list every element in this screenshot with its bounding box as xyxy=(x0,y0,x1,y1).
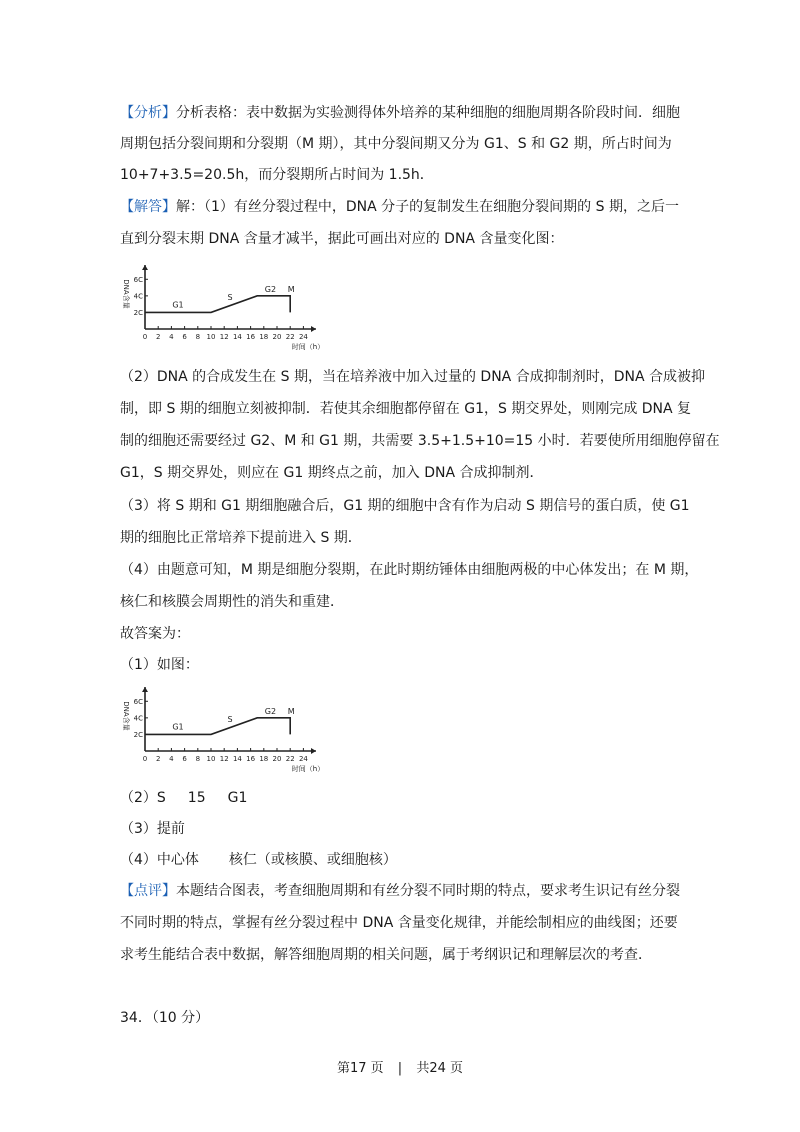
footer-current-page: 第17 页 xyxy=(336,1061,384,1076)
comment-line-2: 不同时期的特点，掌握有丝分裂过程中 DNA 含量变化规律，并能绘制相应的曲线图；还要 xyxy=(120,915,678,931)
answer-line-2: 直到分裂末期 DNA 含量才减半，据此可画出对应的 DNA 含量变化图： xyxy=(120,231,564,247)
x-tick-label: 6 xyxy=(182,333,187,341)
phase-label-m: M xyxy=(287,284,295,294)
y-axis-arrow xyxy=(142,265,148,270)
final-intro: 故答案为： xyxy=(120,626,190,642)
x-axis-arrow xyxy=(311,748,316,754)
x-tick-label: 2 xyxy=(155,333,161,341)
x-tick-label: 14 xyxy=(232,333,242,341)
x-tick-label: 16 xyxy=(246,755,256,763)
x-axis-label: 时间（h） xyxy=(291,765,325,773)
x-tick-label: 12 xyxy=(219,755,229,763)
x-tick-label: 0 xyxy=(142,755,148,763)
dna-chart-2 xyxy=(118,686,333,774)
comment-text-1: 本题结合图表，考查细胞周期和有丝分裂不同时期的特点，要求考生识记有丝分裂 xyxy=(176,883,680,899)
footer-total-pages: 共24 页 xyxy=(416,1061,464,1076)
p2-line-3: 制的细胞还需要经过 G2、M 和 G1 期，共需要 3.5+1.5+10=15 小时．若要使所用细胞停留在 xyxy=(120,433,720,449)
phase-label-s: S xyxy=(227,715,233,725)
x-tick-label: 24 xyxy=(298,333,308,341)
final-answer-2-hours: 15 xyxy=(187,790,206,806)
final-answer-1: （1）如图： xyxy=(120,657,199,673)
footer-separator: | xyxy=(397,1061,403,1076)
x-tick-label: 0 xyxy=(142,333,148,341)
y-axis-label: DNA含量 xyxy=(122,701,130,731)
analysis-line-3: 10+7+3.5=20.5h，而分裂期所占时间为 1.5h． xyxy=(120,167,434,183)
y-tick-label: 6C xyxy=(133,275,143,284)
answer-line-1 xyxy=(120,198,679,216)
final-answer-4-prefix: （4）中心体 xyxy=(120,852,199,868)
x-axis-label: 时间（h） xyxy=(291,343,325,351)
p4-line-2: 核仁和核膜会周期性的消失和重建． xyxy=(120,594,344,610)
x-tick-label: 10 xyxy=(206,755,216,763)
final-answer-3: （3）提前 xyxy=(120,821,185,837)
p2-line-4: G1，S 期交界处，则应在 G1 期终点之前，加入 DNA 合成抑制剂． xyxy=(120,465,544,481)
y-axis-label: DNA含量 xyxy=(122,279,130,309)
page-footer xyxy=(0,1057,800,1076)
x-tick-label: 24 xyxy=(298,755,308,763)
p3-line-1: （3）将 S 期和 G1 期细胞融合后，G1 期的细胞中含有作为启动 S 期信号的蛋白质，使 G1 xyxy=(120,498,690,514)
phase-label-m: M xyxy=(287,706,295,716)
x-tick-label: 4 xyxy=(169,333,174,341)
final-answer-4 xyxy=(120,851,397,869)
final-answer-2-phase: G1 xyxy=(227,790,248,806)
x-tick-label: 20 xyxy=(272,333,282,341)
x-tick-label: 12 xyxy=(219,333,229,341)
x-tick-label: 6 xyxy=(182,755,187,763)
analysis-line-2: 周期包括分裂间期和分裂期（M 期），其中分裂间期又分为 G1、S 和 G2 期，所占时间为 xyxy=(120,136,672,152)
phase-label-g1: G1 xyxy=(172,300,184,310)
phase-label-s: S xyxy=(227,293,233,303)
dna-content-line xyxy=(145,718,290,735)
comment-tag: 【点评】 xyxy=(120,883,176,899)
y-tick-label: 4C xyxy=(133,714,143,723)
p2-line-2: 制，即 S 期的细胞立刻被抑制．若使其余细胞都停留在 G1，S 期交界处，则刚完成 DNA 复 xyxy=(120,401,692,417)
analysis-text-1: 分析表格：表中数据为实验测得体外培养的某种细胞的细胞周期各阶段时间．细胞 xyxy=(176,105,680,121)
p3-line-2: 期的细胞比正常培养下提前进入 S 期． xyxy=(120,530,362,546)
question-number: 34．（10 分） xyxy=(120,1010,210,1026)
comment-line-3: 求考生能结合表中数据，解答细胞周期的相关问题，属于考纲识记和理解层次的考查． xyxy=(120,947,652,963)
p4-line-1: （4）由题意可知，M 期是细胞分裂期，在此时期纺锤体由细胞两极的中心体发出；在 M 期， xyxy=(120,562,699,578)
answer-tag: 【解答】 xyxy=(120,199,176,215)
answer-text-1: 解：（1）有丝分裂过程中，DNA 分子的复制发生在细胞分裂间期的 S 期，之后一 xyxy=(176,199,679,215)
p2-line-1: （2）DNA 的合成发生在 S 期，当在培养液中加入过量的 DNA 合成抑制剂时，DNA 合成被抑 xyxy=(120,369,705,385)
y-tick-label: 2C xyxy=(133,308,143,317)
x-tick-label: 22 xyxy=(285,755,295,763)
x-tick-label: 16 xyxy=(246,333,256,341)
comment-line-1 xyxy=(120,882,680,900)
x-tick-label: 8 xyxy=(195,755,201,763)
x-tick-label: 18 xyxy=(259,333,269,341)
phase-label-g2: G2 xyxy=(264,284,277,294)
dna-content-line xyxy=(145,296,290,313)
x-tick-label: 22 xyxy=(285,333,295,341)
x-axis-arrow xyxy=(311,326,316,332)
phase-label-g2: G2 xyxy=(264,706,277,716)
x-tick-label: 8 xyxy=(195,333,201,341)
y-tick-label: 6C xyxy=(133,697,143,706)
dna-chart-1 xyxy=(118,264,333,352)
y-axis-arrow xyxy=(142,687,148,692)
analysis-line-1 xyxy=(120,104,680,122)
y-tick-label: 2C xyxy=(133,730,143,739)
final-answer-4-alt: 核仁（或核膜、或细胞核） xyxy=(228,852,397,868)
x-tick-label: 10 xyxy=(206,333,216,341)
y-tick-label: 4C xyxy=(133,292,143,301)
analysis-tag: 【分析】 xyxy=(120,105,176,121)
x-tick-label: 14 xyxy=(232,755,242,763)
x-tick-label: 4 xyxy=(169,755,174,763)
final-answer-2 xyxy=(120,789,247,807)
final-answer-2-prefix: （2）S xyxy=(120,790,166,806)
x-tick-label: 20 xyxy=(272,755,282,763)
x-tick-label: 18 xyxy=(259,755,269,763)
x-tick-label: 2 xyxy=(155,755,161,763)
phase-label-g1: G1 xyxy=(172,722,184,732)
